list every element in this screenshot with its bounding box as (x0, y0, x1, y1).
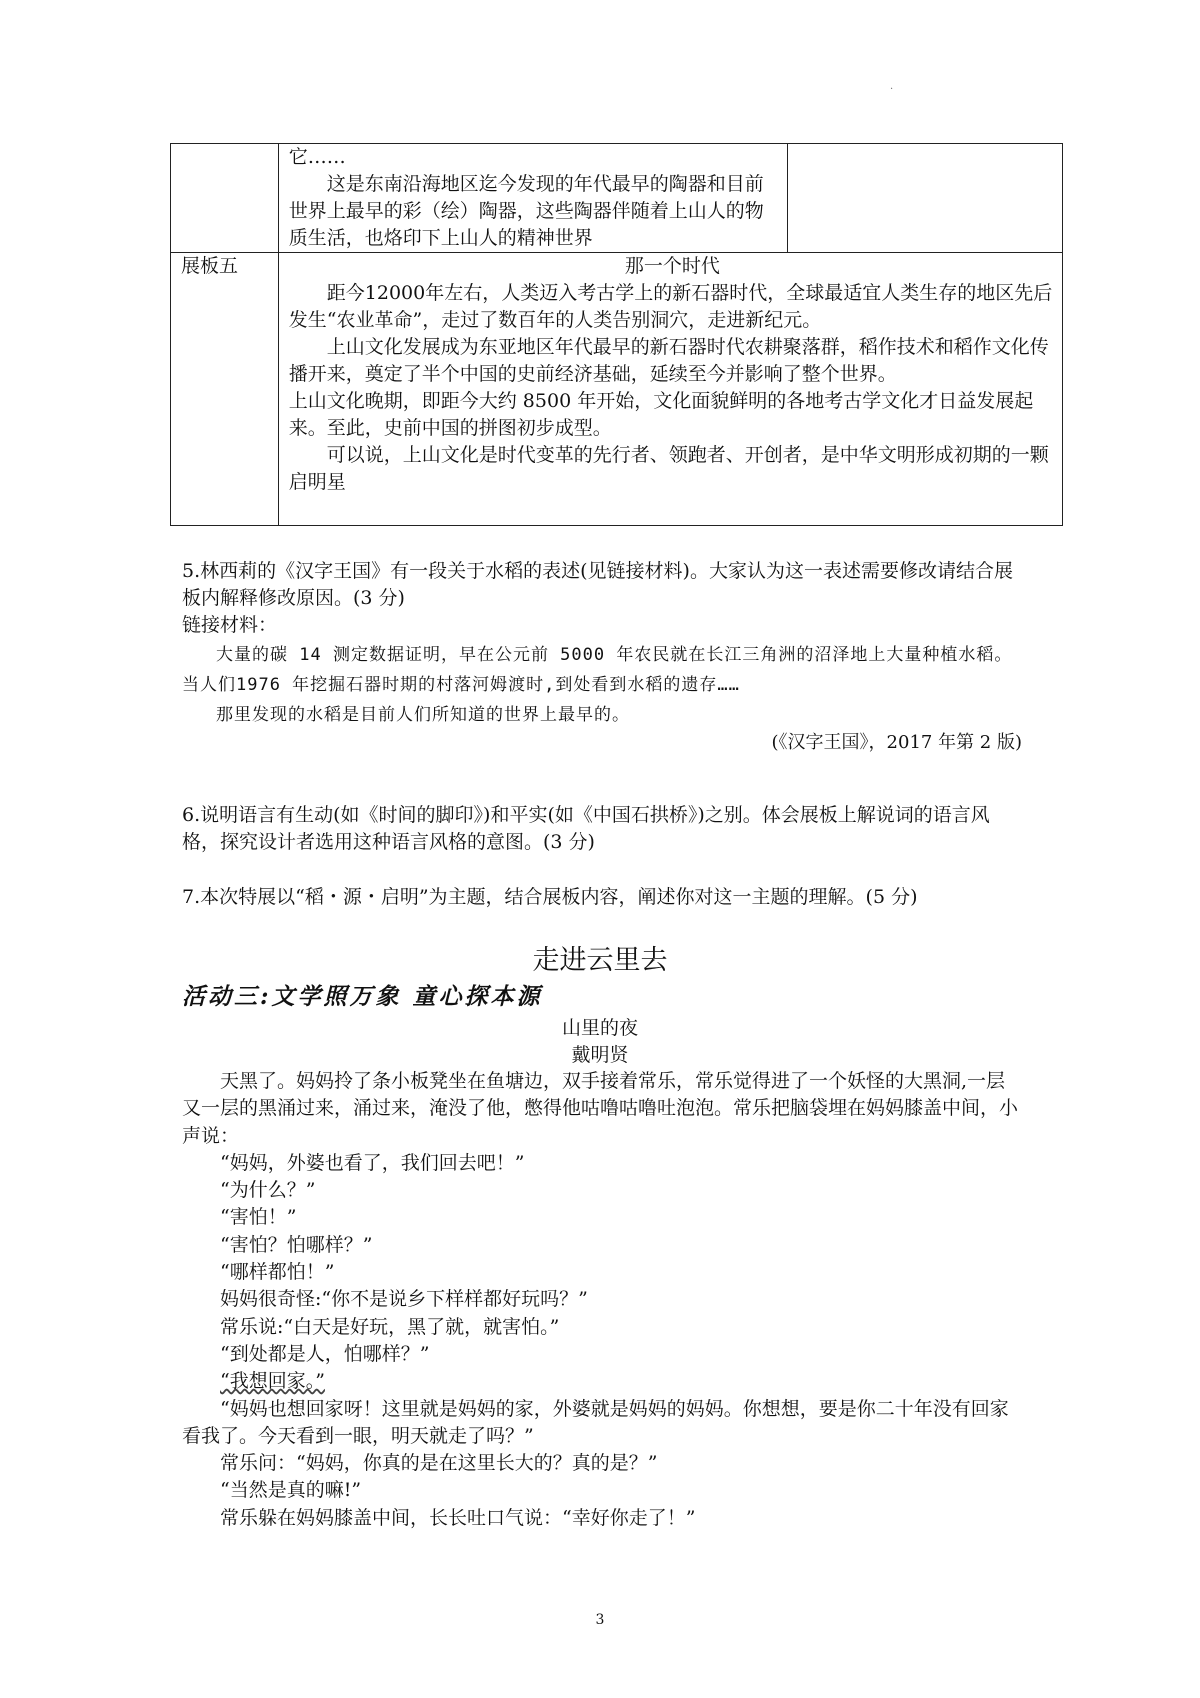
dialogue-line: 常乐躲在妈妈膝盖中间，长长吐口气说：“幸好你走了！” (220, 1506, 696, 1529)
exhibit-table (170, 143, 1063, 526)
activity-title: 活动三:文学照万象 童心探本源 (182, 983, 543, 1010)
paragraph: 这是东南沿海地区迄今发现的年代最早的陶器和目前世界上最早的彩（绘）陶器，这些陶器伴随着上山人的物质生活，也烙印下上山人的精神世界 (288, 173, 764, 249)
question-6: 6.说明语言有生动(如《时间的脚印》)和平实(如《中国石拱桥》)之别。体会展板上解说词的语言风格，探究设计者选用这种语言风格的意图。(3 分) (182, 804, 990, 853)
paragraph: 上山文化发展成为东亚地区年代最早的新石器时代农耕聚落群，稻作技术和稻作文化传播开来，奠定了半个中国的史前经济基础，延续至今并影响了整个世界。 (288, 336, 1049, 385)
row-content (278, 253, 1062, 526)
story-author: 戴明贤 (571, 1044, 629, 1066)
link-label: 链接材料： (182, 614, 278, 636)
empty-cell (788, 144, 1063, 253)
dialogue-line: “妈妈，外婆也看了，我们回去吧！” (220, 1151, 525, 1174)
row-label: 展板五 (171, 253, 279, 526)
dialogue-line: “为什么？” (220, 1179, 316, 1202)
paragraph: 上山文化晚期，即距今大约 8500 年开始，文化面貌鲜明的各地考古学文化才日益发展起来。至此，史前中国的拼图初步成型。 (288, 390, 1034, 439)
row-content (278, 144, 788, 253)
paragraph: 那里发现的水稻是目前人们所知道的世界上最早的。 (216, 705, 630, 725)
paragraph: 可以说，上山文化是时代变革的先行者、领跑者、开创者，是中华文明形成初期的一颗启明星 (288, 444, 1049, 493)
table-row (171, 144, 1063, 253)
paragraph: 大量的碳 14 测定数据证明，早在公元前 5000 年农民就在长江三角洲的沼泽地上大量种植水稻。当人们1976 年挖掘石器时期的村落河姆渡时,到处看到水稻的遗存…… (182, 645, 1013, 695)
section-heading: 走进云里去 (532, 945, 668, 975)
dialogue-line (182, 1368, 1024, 1395)
table-row (171, 253, 1063, 526)
paragraph: 天黑了。妈妈拎了条小板凳坐在鱼塘边，双手接着常乐，常乐觉得进了一个妖怪的大黑洞,一层又一层的黑涌过来，涌过来，淹没了他，憋得他咕噜咕噜吐泡泡。常乐把脑袋埋在妈妈膝盖中间，小声说： (182, 1070, 1019, 1147)
dialogue-line: “到处都是人，怕哪样？” (220, 1342, 430, 1365)
underlined-dialogue: “我想回家。” (220, 1370, 325, 1393)
paragraph: 它…… (288, 146, 346, 168)
dialogue-line: “害怕！” (220, 1206, 297, 1229)
paragraph: 距今12000年左右，人类迈入考古学上的新石器时代，全球最适宜人类生存的地区先后发生“农业革命”，走过了数百年的人类告别洞穴，走进新纪元。 (288, 282, 1053, 331)
story-title: 山里的夜 (561, 1017, 638, 1039)
row-label (171, 144, 279, 253)
dialogue-line: 妈妈很奇怪:“你不是说乡下样样都好玩吗？” (220, 1288, 588, 1311)
dialogue-line: 常乐问：“妈妈，你真的是在这里长大的？真的是？” (220, 1452, 658, 1475)
scan-mark: · (890, 84, 894, 95)
page-number: 3 (595, 1612, 605, 1628)
dialogue-line: “妈妈也想回家呀！这里就是妈妈的家，外婆就是妈妈的妈妈。你想想，要是你二十年没有回家看我了。今天看到一眼，明天就走了吗？” (182, 1397, 1009, 1447)
question-5 (182, 558, 1022, 639)
dialogue-line: “哪样都怕！” (220, 1261, 335, 1284)
question-7: 7.本次特展以“稻・源・启明”为主题，结合展板内容，阐述你对这一主题的理解。(5 分) (182, 886, 918, 908)
dialogue-line: “害怕？怕哪样？” (220, 1233, 373, 1256)
link-material (182, 640, 1022, 730)
panel-title: 那一个时代 (624, 255, 720, 277)
dialogue-line: 常乐说:“白天是好玩，黑了就，就害怕。” (220, 1315, 560, 1338)
dialogue-line: “当然是真的嘛!” (220, 1479, 362, 1502)
story-body (182, 1068, 1024, 1532)
source-citation: (《汉字王国》，2017 年第 2 版) (771, 732, 1022, 753)
question-text: 5.林西莉的《汉字王国》有一段关于水稻的表述(见链接材料)。大家认为这一表述需要修改请结合展板内解释修改原因。(3 分) (182, 560, 1013, 609)
